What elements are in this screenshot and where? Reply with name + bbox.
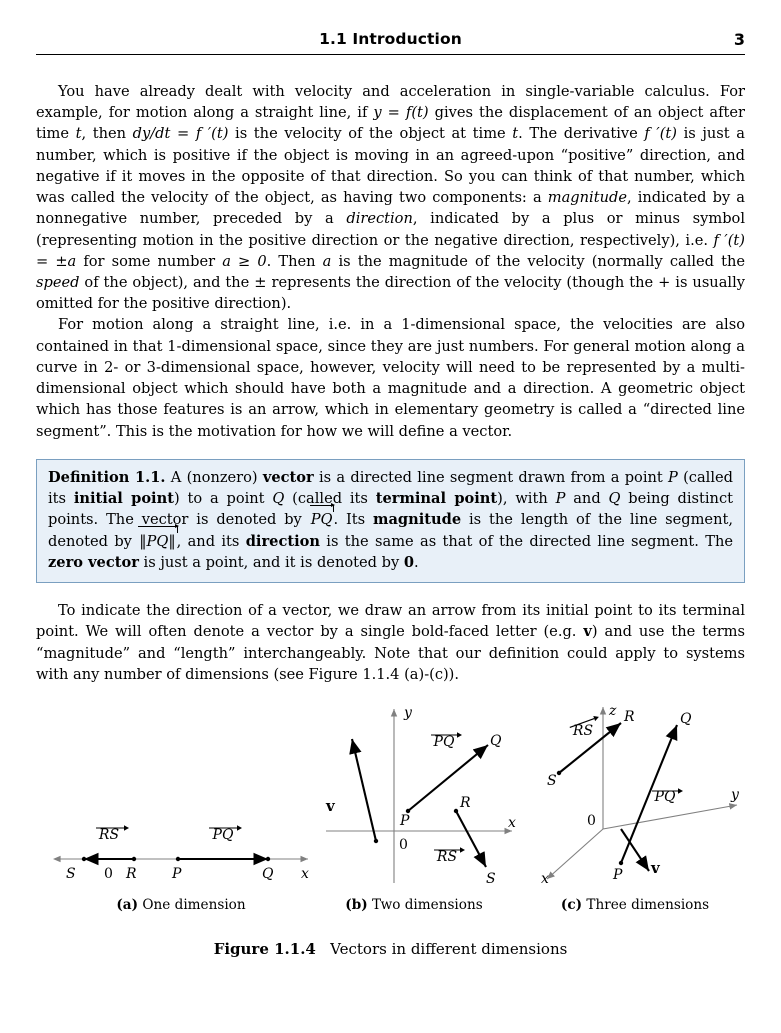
figure-c-point-R: R [624, 709, 635, 726]
p1-seg-o: of the object), and the ± represents the direction of the velocity (though the + is usually omitted for the positive direction). [36, 273, 745, 313]
page-header [36, 26, 745, 60]
figure-c-point-P: P [613, 867, 623, 884]
def-math-vector-PQ: PQ [310, 509, 334, 530]
figure-c [525, 701, 745, 913]
def-t2: is a directed line segment drawn from a point [313, 468, 669, 486]
page-number: 3 [733, 30, 745, 49]
p1-seg-h: , indicated by a nonnegative number, preceded by a [36, 189, 745, 228]
p1-seg-m: is the magnitude of the velocity (normally called the [331, 252, 746, 270]
figure-b-point-S: S [486, 871, 496, 888]
def-t11: , and its [176, 532, 246, 550]
math-y-eq-ft: y = f(t) [373, 104, 429, 122]
math-fprime-pm-a: f ′(t) = ±a [36, 231, 745, 270]
definition-box [36, 459, 745, 583]
def-term-vector: vector [262, 468, 314, 486]
figure-c-axis-z: z [609, 703, 617, 720]
figure-b-axis-x: x [508, 815, 516, 832]
def-t7: and [565, 490, 609, 508]
figure-label-text: Vectors in different dimensions [330, 940, 568, 959]
p3-bold-v: v [583, 623, 592, 641]
math-a: a [322, 252, 332, 270]
paragraph-1 [36, 81, 745, 314]
def-t3: (called its [48, 468, 733, 508]
figure-a-label-RS: RS [98, 827, 120, 844]
figure-a-caption [36, 897, 326, 913]
figure-c-caption-text: Three dimensions [582, 897, 710, 914]
def-t8: being distinct points. The vector is denoted by [48, 490, 733, 529]
figure-c-label-RS: RS [572, 723, 594, 740]
p3-seg-a: To indicate the direction of a vector, we draw an arrow from its initial point to its terminal point. We will often denote a vector by a single bold-faced letter (e.g. [36, 602, 745, 641]
figure-b-point-Q: Q [490, 733, 502, 750]
figure-b-label-RS: RS [436, 849, 458, 866]
paragraph-3 [36, 600, 745, 685]
def-t4: ) to a point [173, 490, 273, 508]
figure-c-label-PQ: PQ [654, 789, 676, 806]
header-divider [36, 54, 745, 55]
def-t14: . [414, 553, 419, 571]
paragraph-2: For motion along a straight line, i.e. in a 1-dimensional space, the velocities are also contained in that 1-dimensional space, since they are just numbers. For general motion along a curve in 2- or 3-dimensional space, however, velocity will need to be represented by a multi-dimensional object which should have both a magnitude and a direction. A geometric object which has those features is an arrow, which in elementary geometry is called a “directed line segment”. This is the motivation for how we will define a vector. [36, 316, 745, 440]
figure-b-svg [304, 701, 524, 891]
p1-seg-f: is just a number, which is positive if the object is moving in an agreed-upon “positive” direction, and negative if it moves in the opposite of that direction. So you can think of that number, which was called the velocity of the object, as having two components: a [36, 125, 745, 207]
figure-label [36, 940, 745, 958]
body-text [36, 81, 745, 685]
figure-b-label-PQ: PQ [433, 734, 455, 751]
figure-b-caption [304, 897, 524, 913]
math-t-1: t [75, 125, 82, 143]
figure-c-vector-v: v [651, 859, 660, 878]
figure-c-svg [525, 701, 745, 891]
p1-seg-j: , indicated by a plus or minus symbol (representing motion in the positive direction or the negative direction, respectively), i.e. [36, 210, 745, 249]
figure-b-point-R: R [460, 795, 471, 812]
p1-seg-a: You have already dealt with velocity and acceleration in single-variable calculus. For example, for motion along a straight line, if [36, 83, 745, 122]
def-t13: is just a point, and it is denoted by [138, 553, 404, 571]
def-math-Q-2: Q [608, 490, 621, 508]
definition-label: Definition 1.1. [48, 468, 166, 486]
figure-b-point-P: P [400, 813, 410, 830]
p1-seg-k: for some number [76, 252, 223, 270]
figure-a-caption-label: (a) [116, 897, 139, 914]
figure-b-axis-y: y [404, 705, 412, 722]
figure-a-caption-text: One dimension [138, 897, 246, 914]
def-t10: is the length of the line segment, denoted by [48, 511, 733, 550]
term-direction: direction [346, 210, 413, 228]
def-term-zero-vector: zero vector [48, 553, 139, 571]
def-term-initial-point: initial point [73, 490, 174, 508]
math-a-ge-0: a ≥ 0 [222, 252, 267, 270]
def-math-norm-PQ: ‖PQ‖ [138, 531, 176, 552]
def-term-magnitude: magnitude [373, 511, 462, 529]
def-math-Q-1: Q [272, 490, 285, 508]
p1-seg-d: is the velocity of the object at time [228, 125, 513, 143]
def-math-P-1: P [668, 468, 678, 486]
figure-label-number: Figure 1.1.4 [213, 940, 316, 959]
def-t12: is the same as that of the directed line segment. The [319, 532, 733, 550]
def-term-direction: direction [245, 532, 320, 550]
figure-b-caption-text: Two dimensions [367, 897, 483, 914]
def-t1: A (nonzero) [165, 468, 263, 486]
p3-seg-c: ) and use the terms “magnitude” and “length” interchangeably. Note that our definition could apply to systems with any number of dimensions (see Figure 1.1.4 (a)-(c)). [36, 623, 745, 683]
figure-a-label-PQ: PQ [212, 827, 234, 844]
def-t5: (called its [284, 490, 376, 508]
figure-a-point-R: R [126, 866, 137, 883]
figure-c-axis-x: x [541, 871, 549, 888]
figure-a-axis-x: x [301, 866, 309, 883]
figure-a-point-P: P [172, 866, 182, 883]
def-math-zero: 0 [403, 553, 414, 571]
def-t6: ), with [497, 490, 556, 508]
figure-c-caption [525, 897, 745, 913]
figure-a-origin: 0 [104, 866, 113, 883]
page-title: 1.1 Introduction [319, 30, 462, 48]
def-term-terminal-point: terminal point [375, 490, 498, 508]
figure-b-vector-v: v [326, 797, 335, 816]
def-math-P-2: P [555, 490, 566, 508]
p1-seg-e: . The derivative [518, 125, 645, 143]
figure-c-axis-y: y [731, 787, 739, 804]
p1-seg-b: gives the displacement of an object after time [36, 104, 745, 143]
figure-c-point-Q: Q [680, 711, 692, 728]
math-t-2: t [512, 125, 519, 143]
figure-a-point-S: S [66, 866, 76, 883]
figure-b-caption-label: (b) [345, 897, 368, 914]
figure-a-svg [36, 821, 326, 891]
p1-seg-l: . Then [266, 252, 323, 270]
term-magnitude: magnitude [547, 189, 627, 207]
figure-b-origin: 0 [399, 837, 408, 854]
def-t9: . Its [333, 511, 374, 529]
math-fprime: f ′(t) [644, 125, 677, 143]
math-dydt: dy/dt = f ′(t) [132, 125, 229, 143]
p1-seg-c: , then [81, 125, 133, 143]
figure-c-point-S: S [547, 773, 557, 790]
figure-b [304, 701, 524, 913]
figure-group [36, 701, 745, 931]
figure-a [36, 821, 326, 913]
figure-c-caption-label: (c) [560, 897, 583, 914]
figure-c-origin: 0 [587, 813, 596, 830]
figure-a-point-Q: Q [262, 866, 274, 883]
term-speed: speed [36, 273, 80, 291]
